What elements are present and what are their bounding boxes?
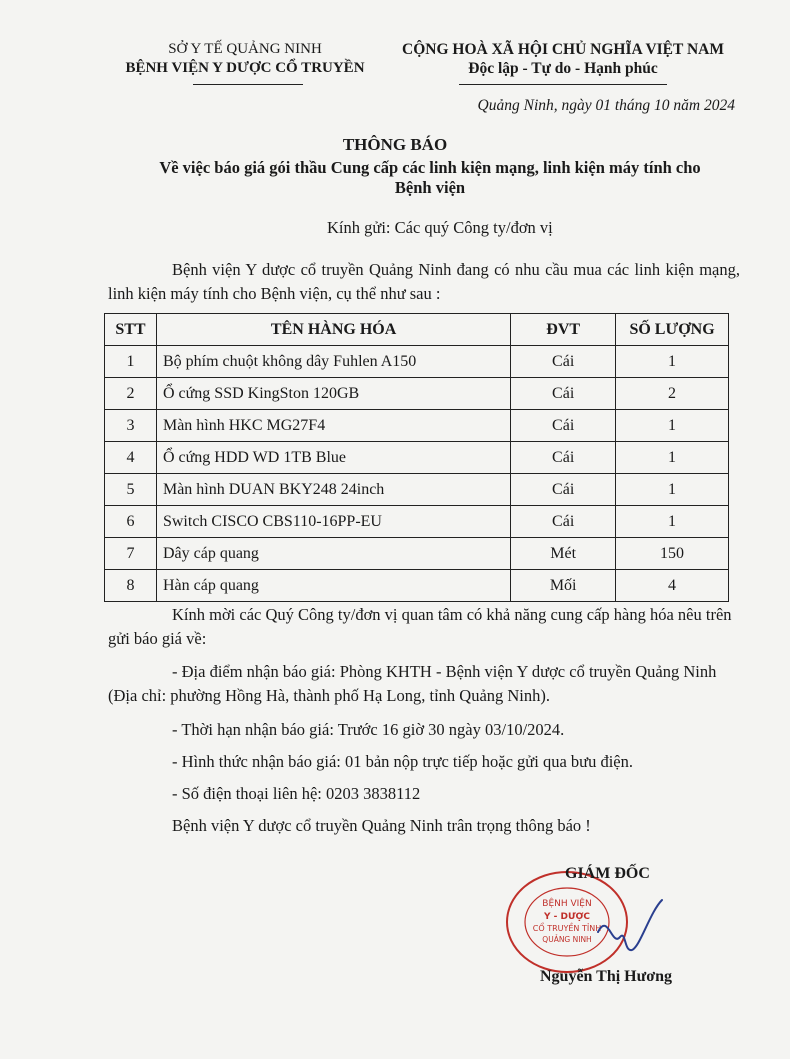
table-row — [105, 474, 729, 506]
cell-stt: 8 — [105, 570, 157, 602]
cell-unit: Cái — [511, 346, 616, 378]
table-row — [105, 442, 729, 474]
subtitle-line-2: Bệnh viện — [394, 178, 466, 197]
cell-stt: 3 — [105, 410, 157, 442]
signer-name: Nguyễn Thị Hương — [540, 968, 672, 985]
items-table — [104, 313, 729, 602]
cell-stt: 5 — [105, 474, 157, 506]
header-stt: STT — [105, 314, 157, 346]
cell-quantity: 150 — [616, 538, 729, 570]
table-row — [105, 378, 729, 410]
cell-unit: Cái — [511, 474, 616, 506]
table-row — [105, 346, 729, 378]
cell-unit: Mét — [511, 538, 616, 570]
cell-quantity: 1 — [616, 442, 729, 474]
cell-quantity: 4 — [616, 570, 729, 602]
cell-unit: Mối — [511, 570, 616, 602]
cell-item-name: Màn hình HKC MG27F4 — [156, 410, 510, 442]
table-row — [105, 538, 729, 570]
document-date: Quảng Ninh, ngày 01 tháng 10 năm 2024 — [477, 97, 735, 114]
cell-quantity: 1 — [616, 410, 729, 442]
stamp-line-4: QUẢNG NINH — [542, 935, 592, 944]
table-row — [105, 410, 729, 442]
agency-header — [95, 40, 395, 78]
stamp-line-3: CỔ TRUYỀN TỈNH — [532, 924, 602, 933]
bullet-method: - Hình thức nhận báo giá: 01 bản nộp trực tiếp hoặc gửi qua bưu điện. — [172, 752, 633, 771]
cell-item-name: Bộ phím chuột không dây Fuhlen A150 — [156, 346, 510, 378]
table-row — [105, 570, 729, 602]
header-unit: ĐVT — [511, 314, 616, 346]
closing-paragraph: Bệnh viện Y dược cổ truyền Quảng Ninh trân trọng thông báo ! — [172, 816, 591, 835]
bullet-deadline: - Thời hạn nhận báo giá: Trước 16 giờ 30 ngày 03/10/2024. — [172, 720, 565, 739]
cell-quantity: 1 — [616, 346, 729, 378]
cell-quantity: 1 — [616, 506, 729, 538]
header-quantity: SỐ LƯỢNG — [616, 314, 729, 346]
stamp-line-2: Y - DƯỢC — [544, 912, 590, 922]
cell-stt: 2 — [105, 378, 157, 410]
cell-item-name: Ổ cứng SSD KingSton 120GB — [156, 378, 510, 410]
cell-stt: 4 — [105, 442, 157, 474]
agency-underline — [193, 84, 303, 85]
bullet-phone: - Số điện thoại liên hệ: 0203 3838112 — [172, 784, 421, 803]
motto-underline — [459, 84, 667, 85]
agency-line-2: BỆNH VIỆN Y DƯỢC CỔ TRUYỀN — [125, 60, 365, 76]
nation-header — [388, 40, 738, 78]
invite-paragraph: Kính mời các Quý Công ty/đơn vị quan tâm có khả năng cung cấp hàng hóa nêu trên gửi báo giá về: — [108, 605, 732, 648]
cell-stt: 6 — [105, 506, 157, 538]
cell-item-name: Dây cáp quang — [156, 538, 510, 570]
header-item-name: TÊN HÀNG HÓA — [156, 314, 510, 346]
cell-stt: 1 — [105, 346, 157, 378]
stamp-line-1: BỆNH VIỆN — [542, 899, 592, 909]
recipient-line: Kính gửi: Các quý Công ty/đơn vị — [327, 218, 553, 237]
cell-unit: Cái — [511, 410, 616, 442]
signature-mark — [590, 892, 670, 962]
intro-paragraph: Bệnh viện Y dược cổ truyền Quảng Ninh đang có nhu cầu mua các linh kiện mạng, linh kiện máy tính cho Bệnh viện, cụ thể như sau : — [108, 260, 740, 303]
nation-motto: Độc lập - Tự do - Hạnh phúc — [468, 60, 658, 77]
document-title: THÔNG BÁO — [342, 135, 448, 154]
cell-unit: Cái — [511, 506, 616, 538]
subtitle-line-1: Về việc báo giá gói thầu Cung cấp các linh kiện mạng, linh kiện máy tính cho — [159, 158, 701, 177]
signer-title: GIÁM ĐỐC — [565, 865, 650, 882]
cell-item-name: Switch CISCO CBS110-16PP-EU — [156, 506, 510, 538]
cell-unit: Cái — [511, 442, 616, 474]
bullet-location: - Địa điểm nhận báo giá: Phòng KHTH - Bệnh viện Y dược cổ truyền Quảng Ninh (Địa chỉ: phường Hồng Hà, thành phố Hạ Long, tỉnh Quảng Ninh). — [108, 662, 717, 705]
cell-quantity: 1 — [616, 474, 729, 506]
cell-unit: Cái — [511, 378, 616, 410]
cell-stt: 7 — [105, 538, 157, 570]
document-subtitle — [110, 158, 750, 198]
table-row — [105, 506, 729, 538]
cell-quantity: 2 — [616, 378, 729, 410]
cell-item-name: Màn hình DUAN BKY248 24inch — [156, 474, 510, 506]
agency-line-1: SỞ Y TẾ QUẢNG NINH — [168, 41, 322, 57]
cell-item-name: Ổ cứng HDD WD 1TB Blue — [156, 442, 510, 474]
nation-line-1: CỘNG HOÀ XÃ HỘI CHỦ NGHĨA VIỆT NAM — [402, 41, 724, 58]
cell-item-name: Hàn cáp quang — [156, 570, 510, 602]
table-header-row — [105, 314, 729, 346]
